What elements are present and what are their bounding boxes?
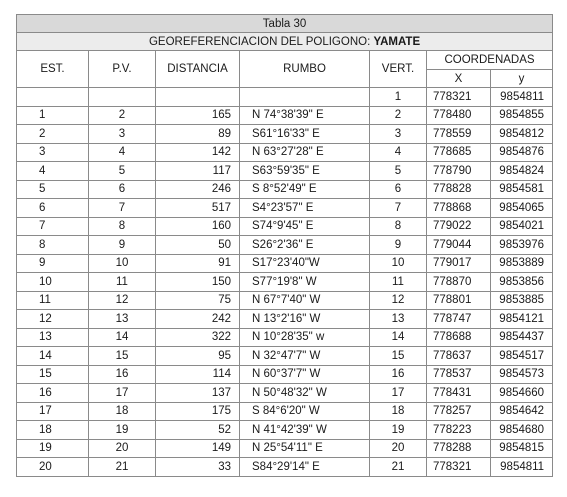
cell-rumbo: N 74°38'39" E bbox=[240, 106, 370, 125]
cell-distancia: 89 bbox=[156, 125, 240, 144]
cell-rumbo: N 60°37'7" W bbox=[240, 365, 370, 384]
cell-x: 778321 bbox=[427, 458, 491, 477]
cell-rumbo bbox=[240, 88, 370, 107]
cell-rumbo: S 8°52'49" E bbox=[240, 180, 370, 199]
cell-x: 778537 bbox=[427, 365, 491, 384]
col-header-pv: P.V. bbox=[89, 51, 156, 88]
cell-est: 8 bbox=[17, 236, 89, 255]
cell-rumbo: N 10°28'35" w bbox=[240, 328, 370, 347]
cell-est: 17 bbox=[17, 402, 89, 421]
table-row bbox=[17, 180, 553, 199]
cell-pv: 9 bbox=[89, 236, 156, 255]
table-row bbox=[17, 199, 553, 218]
cell-rumbo: N 41°42'39" W bbox=[240, 421, 370, 440]
cell-est: 20 bbox=[17, 458, 89, 477]
cell-x: 778870 bbox=[427, 273, 491, 292]
cell-x: 778801 bbox=[427, 291, 491, 310]
cell-vert: 14 bbox=[370, 328, 427, 347]
cell-vert: 19 bbox=[370, 421, 427, 440]
cell-pv: 17 bbox=[89, 384, 156, 403]
cell-y: 9854811 bbox=[491, 88, 553, 107]
cell-x: 778828 bbox=[427, 180, 491, 199]
cell-distancia: 52 bbox=[156, 421, 240, 440]
cell-pv: 21 bbox=[89, 458, 156, 477]
cell-y: 9854021 bbox=[491, 217, 553, 236]
table-row bbox=[17, 291, 553, 310]
cell-vert: 16 bbox=[370, 365, 427, 384]
cell-y: 9854876 bbox=[491, 143, 553, 162]
cell-distancia: 91 bbox=[156, 254, 240, 273]
cell-x: 778688 bbox=[427, 328, 491, 347]
table-row bbox=[17, 439, 553, 458]
cell-y: 9854815 bbox=[491, 439, 553, 458]
table-row bbox=[17, 402, 553, 421]
cell-rumbo: N 50°48'32" W bbox=[240, 384, 370, 403]
cell-x: 778321 bbox=[427, 88, 491, 107]
col-header-x: X bbox=[427, 70, 491, 88]
table-subtitle bbox=[17, 33, 553, 51]
cell-vert: 13 bbox=[370, 310, 427, 329]
cell-vert: 7 bbox=[370, 199, 427, 218]
cell-pv: 2 bbox=[89, 106, 156, 125]
table-row bbox=[17, 106, 553, 125]
col-header-coordenadas: COORDENADAS bbox=[427, 51, 553, 70]
table-row bbox=[17, 125, 553, 144]
cell-distancia: 33 bbox=[156, 458, 240, 477]
cell-vert: 10 bbox=[370, 254, 427, 273]
cell-vert: 9 bbox=[370, 236, 427, 255]
cell-distancia: 50 bbox=[156, 236, 240, 255]
cell-y: 9854812 bbox=[491, 125, 553, 144]
cell-est: 16 bbox=[17, 384, 89, 403]
cell-pv bbox=[89, 88, 156, 107]
cell-distancia: 242 bbox=[156, 310, 240, 329]
cell-distancia: 137 bbox=[156, 384, 240, 403]
cell-x: 778223 bbox=[427, 421, 491, 440]
cell-pv: 6 bbox=[89, 180, 156, 199]
cell-est: 1 bbox=[17, 106, 89, 125]
georef-table-container bbox=[16, 14, 553, 477]
cell-pv: 18 bbox=[89, 402, 156, 421]
cell-x: 778559 bbox=[427, 125, 491, 144]
cell-est: 13 bbox=[17, 328, 89, 347]
cell-distancia: 149 bbox=[156, 439, 240, 458]
cell-x: 778685 bbox=[427, 143, 491, 162]
cell-y: 9853856 bbox=[491, 273, 553, 292]
table-row bbox=[17, 254, 553, 273]
cell-y: 9854642 bbox=[491, 402, 553, 421]
cell-distancia: 175 bbox=[156, 402, 240, 421]
cell-y: 9854680 bbox=[491, 421, 553, 440]
cell-vert: 6 bbox=[370, 180, 427, 199]
cell-rumbo: S61°16'33" E bbox=[240, 125, 370, 144]
cell-x: 778868 bbox=[427, 199, 491, 218]
cell-distancia: 117 bbox=[156, 162, 240, 181]
cell-vert: 20 bbox=[370, 439, 427, 458]
cell-est: 12 bbox=[17, 310, 89, 329]
cell-est: 11 bbox=[17, 291, 89, 310]
cell-pv: 16 bbox=[89, 365, 156, 384]
table-row bbox=[17, 217, 553, 236]
cell-est: 18 bbox=[17, 421, 89, 440]
cell-pv: 3 bbox=[89, 125, 156, 144]
cell-pv: 4 bbox=[89, 143, 156, 162]
cell-rumbo: N 25°54'11" E bbox=[240, 439, 370, 458]
table-row bbox=[17, 421, 553, 440]
cell-distancia: 95 bbox=[156, 347, 240, 366]
cell-x: 778257 bbox=[427, 402, 491, 421]
cell-est: 3 bbox=[17, 143, 89, 162]
cell-vert: 4 bbox=[370, 143, 427, 162]
cell-x: 778480 bbox=[427, 106, 491, 125]
cell-distancia: 75 bbox=[156, 291, 240, 310]
cell-est: 2 bbox=[17, 125, 89, 144]
cell-vert: 3 bbox=[370, 125, 427, 144]
table-row bbox=[17, 458, 553, 477]
table-row bbox=[17, 365, 553, 384]
cell-vert: 15 bbox=[370, 347, 427, 366]
cell-y: 9853976 bbox=[491, 236, 553, 255]
cell-vert: 5 bbox=[370, 162, 427, 181]
cell-vert: 18 bbox=[370, 402, 427, 421]
cell-rumbo: S4°23'57" E bbox=[240, 199, 370, 218]
cell-distancia: 150 bbox=[156, 273, 240, 292]
table-row bbox=[17, 162, 553, 181]
cell-vert: 17 bbox=[370, 384, 427, 403]
cell-distancia bbox=[156, 88, 240, 107]
table-row bbox=[17, 328, 553, 347]
cell-x: 779022 bbox=[427, 217, 491, 236]
cell-vert: 1 bbox=[370, 88, 427, 107]
cell-y: 9854065 bbox=[491, 199, 553, 218]
cell-est: 15 bbox=[17, 365, 89, 384]
cell-y: 9854581 bbox=[491, 180, 553, 199]
table-row bbox=[17, 347, 553, 366]
cell-rumbo: S26°2'36" E bbox=[240, 236, 370, 255]
cell-est: 19 bbox=[17, 439, 89, 458]
cell-rumbo: S17°23'40"W bbox=[240, 254, 370, 273]
table-row-start bbox=[17, 88, 553, 107]
cell-y: 9854660 bbox=[491, 384, 553, 403]
cell-rumbo: S84°29'14" E bbox=[240, 458, 370, 477]
cell-distancia: 114 bbox=[156, 365, 240, 384]
cell-est: 10 bbox=[17, 273, 89, 292]
cell-vert: 2 bbox=[370, 106, 427, 125]
cell-y: 9854824 bbox=[491, 162, 553, 181]
table-title: Tabla 30 bbox=[17, 15, 553, 33]
cell-x: 779044 bbox=[427, 236, 491, 255]
cell-est: 7 bbox=[17, 217, 89, 236]
cell-x: 779017 bbox=[427, 254, 491, 273]
cell-est: 5 bbox=[17, 180, 89, 199]
cell-distancia: 322 bbox=[156, 328, 240, 347]
cell-rumbo: S63°59'35" E bbox=[240, 162, 370, 181]
cell-distancia: 142 bbox=[156, 143, 240, 162]
cell-pv: 8 bbox=[89, 217, 156, 236]
cell-pv: 14 bbox=[89, 328, 156, 347]
cell-y: 9854437 bbox=[491, 328, 553, 347]
cell-vert: 21 bbox=[370, 458, 427, 477]
cell-x: 778431 bbox=[427, 384, 491, 403]
cell-rumbo: S74°9'45" E bbox=[240, 217, 370, 236]
cell-pv: 7 bbox=[89, 199, 156, 218]
polygon-name: YAMATE bbox=[373, 35, 421, 48]
table-row bbox=[17, 273, 553, 292]
cell-x: 778288 bbox=[427, 439, 491, 458]
cell-vert: 12 bbox=[370, 291, 427, 310]
cell-rumbo: N 67°7'40" W bbox=[240, 291, 370, 310]
cell-y: 9853889 bbox=[491, 254, 553, 273]
cell-y: 9854573 bbox=[491, 365, 553, 384]
georef-table bbox=[16, 14, 553, 477]
table-row bbox=[17, 310, 553, 329]
cell-y: 9854855 bbox=[491, 106, 553, 125]
cell-est: 6 bbox=[17, 199, 89, 218]
cell-distancia: 517 bbox=[156, 199, 240, 218]
cell-y: 9854811 bbox=[491, 458, 553, 477]
cell-pv: 5 bbox=[89, 162, 156, 181]
col-header-vert: VERT. bbox=[370, 51, 427, 88]
cell-x: 778747 bbox=[427, 310, 491, 329]
cell-vert: 11 bbox=[370, 273, 427, 292]
cell-distancia: 246 bbox=[156, 180, 240, 199]
col-header-est: EST. bbox=[17, 51, 89, 88]
cell-pv: 20 bbox=[89, 439, 156, 458]
col-header-distancia: DISTANCIA bbox=[156, 51, 240, 88]
cell-y: 9854517 bbox=[491, 347, 553, 366]
cell-rumbo: N 13°2'16" W bbox=[240, 310, 370, 329]
cell-est: 14 bbox=[17, 347, 89, 366]
cell-pv: 19 bbox=[89, 421, 156, 440]
cell-rumbo: N 32°47'7" W bbox=[240, 347, 370, 366]
cell-x: 778790 bbox=[427, 162, 491, 181]
cell-pv: 13 bbox=[89, 310, 156, 329]
cell-y: 9853885 bbox=[491, 291, 553, 310]
table-row bbox=[17, 236, 553, 255]
cell-rumbo: S77°19'8" W bbox=[240, 273, 370, 292]
cell-pv: 15 bbox=[89, 347, 156, 366]
cell-pv: 10 bbox=[89, 254, 156, 273]
cell-est: 4 bbox=[17, 162, 89, 181]
table-row bbox=[17, 384, 553, 403]
col-header-rumbo: RUMBO bbox=[240, 51, 370, 88]
cell-est bbox=[17, 88, 89, 107]
cell-rumbo: S 84°6'20" W bbox=[240, 402, 370, 421]
cell-vert: 8 bbox=[370, 217, 427, 236]
cell-rumbo: N 63°27'28" E bbox=[240, 143, 370, 162]
cell-y: 9854121 bbox=[491, 310, 553, 329]
cell-pv: 12 bbox=[89, 291, 156, 310]
cell-distancia: 165 bbox=[156, 106, 240, 125]
subtitle-prefix: GEOREFERENCIACION DEL POLIGONO: bbox=[148, 35, 371, 48]
cell-pv: 11 bbox=[89, 273, 156, 292]
cell-est: 9 bbox=[17, 254, 89, 273]
col-header-y: y bbox=[491, 70, 553, 88]
table-row bbox=[17, 143, 553, 162]
cell-distancia: 160 bbox=[156, 217, 240, 236]
cell-x: 778637 bbox=[427, 347, 491, 366]
